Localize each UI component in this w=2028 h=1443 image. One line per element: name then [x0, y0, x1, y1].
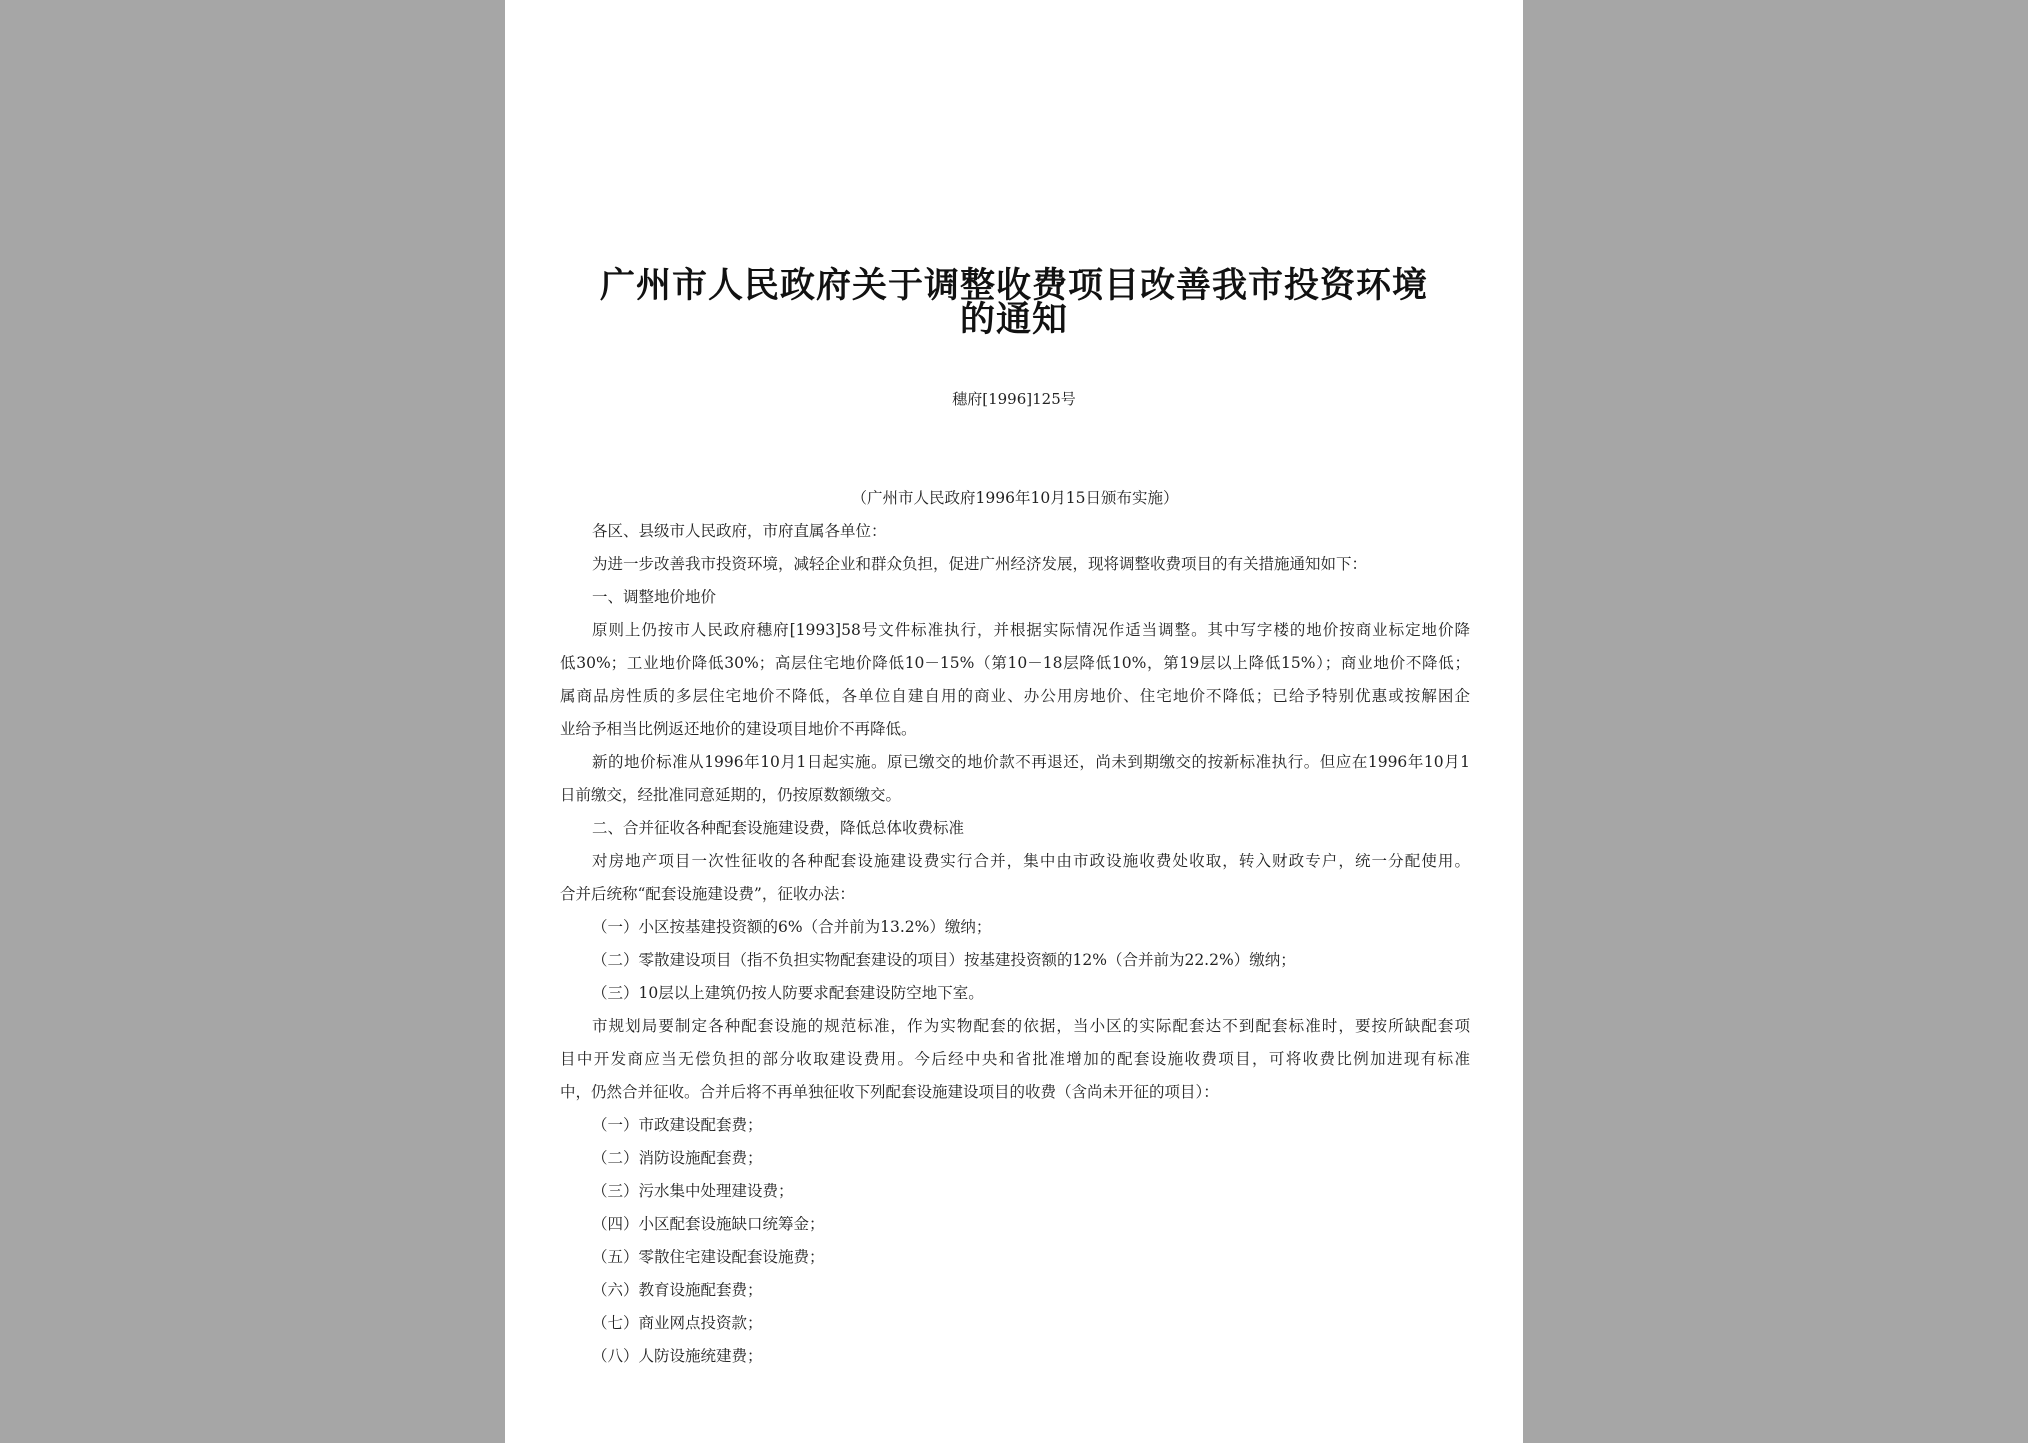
document-title-line2: 的通知 [959, 299, 1068, 340]
body-line: 中，仍然合并征收。合并后将不再单独征收下列配套设施建设项目的收费（含尚未开征的项目）： [560, 1083, 1219, 1101]
body-line: （三）10层以上建筑仍按人防要求配套建设防空地下室。 [592, 984, 984, 1002]
document-page [505, 0, 1523, 1443]
body-line: （四）小区配套设施缺口统筹金； [592, 1215, 825, 1233]
body-line: （五）零散住宅建设配套设施费； [592, 1248, 825, 1266]
body-line: （广州市人民政府1996年10月15日颁布实施） [851, 489, 1179, 507]
body-line: （一）小区按基建投资额的6%（合并前为13.2%）缴纳； [592, 918, 992, 936]
body-line: 属商品房性质的多层住宅地价不降低，各单位自建自用的商业、办公用房地价、住宅地价不降低；已给予特别优惠或按解困企 [560, 687, 1470, 705]
body-line: 对房地产项目一次性征收的各种配套设施建设费实行合并，集中由市政设施收费处收取，转入财政专户，统一分配使用。 [592, 852, 1470, 870]
body-line: 目中开发商应当无偿负担的部分收取建设费用。今后经中央和省批准增加的配套设施收费项目，可将收费比例加进现有标准 [560, 1050, 1470, 1068]
body-line: 二、合并征收各种配套设施建设费，降低总体收费标准 [592, 819, 965, 837]
body-line: 原则上仍按市人民政府穗府[1993]58号文件标准执行，并根据实际情况作适当调整。其中写字楼的地价按商业标定地价降 [592, 621, 1470, 639]
body-line: 业给予相当比例返还地价的建设项目地价不再降低。 [560, 720, 917, 738]
body-line: （一）市政建设配套费； [592, 1116, 763, 1134]
body-line: 市规划局要制定各种配套设施的规范标准，作为实物配套的依据，当小区的实际配套达不到配套标准时，要按所缺配套项 [592, 1017, 1470, 1035]
body-line: 一、调整地价地价 [592, 588, 717, 606]
body-line: 为进一步改善我市投资环境，减轻企业和群众负担，促进广州经济发展，现将调整收费项目的有关措施通知如下： [592, 555, 1368, 573]
body-line: （二）零散建设项目（指不负担实物配套建设的项目）按基建投资额的12%（合并前为22.2%）缴纳； [592, 951, 1296, 969]
body-line: 合并后统称“配套设施建设费”，征收办法： [560, 885, 855, 903]
body-line: 各区、县级市人民政府，市府直属各单位： [592, 522, 887, 540]
body-line: （二）消防设施配套费； [592, 1149, 763, 1167]
body-line: （六）教育设施配套费； [592, 1281, 763, 1299]
body-line: 日前缴交，经批准同意延期的，仍按原数额缴交。 [560, 786, 902, 804]
body-line: 低30%；工业地价降低30%；高层住宅地价降低10－15%（第10－18层降低10%，第19层以上降低15%）；商业地价不降低； [560, 654, 1470, 672]
document-title-line1: 广州市人民政府关于调整收费项目改善我市投资环境 [599, 265, 1428, 306]
document-number: 穗府[1996]125号 [952, 390, 1076, 408]
body-line: （八）人防设施统建费； [592, 1347, 763, 1365]
body-line: （三）污水集中处理建设费； [592, 1182, 794, 1200]
body-line: （七）商业网点投资款； [592, 1314, 763, 1332]
body-line: 新的地价标准从1996年10月1日起实施。原已缴交的地价款不再退还，尚未到期缴交的按新标准执行。但应在1996年10月1 [592, 753, 1470, 771]
